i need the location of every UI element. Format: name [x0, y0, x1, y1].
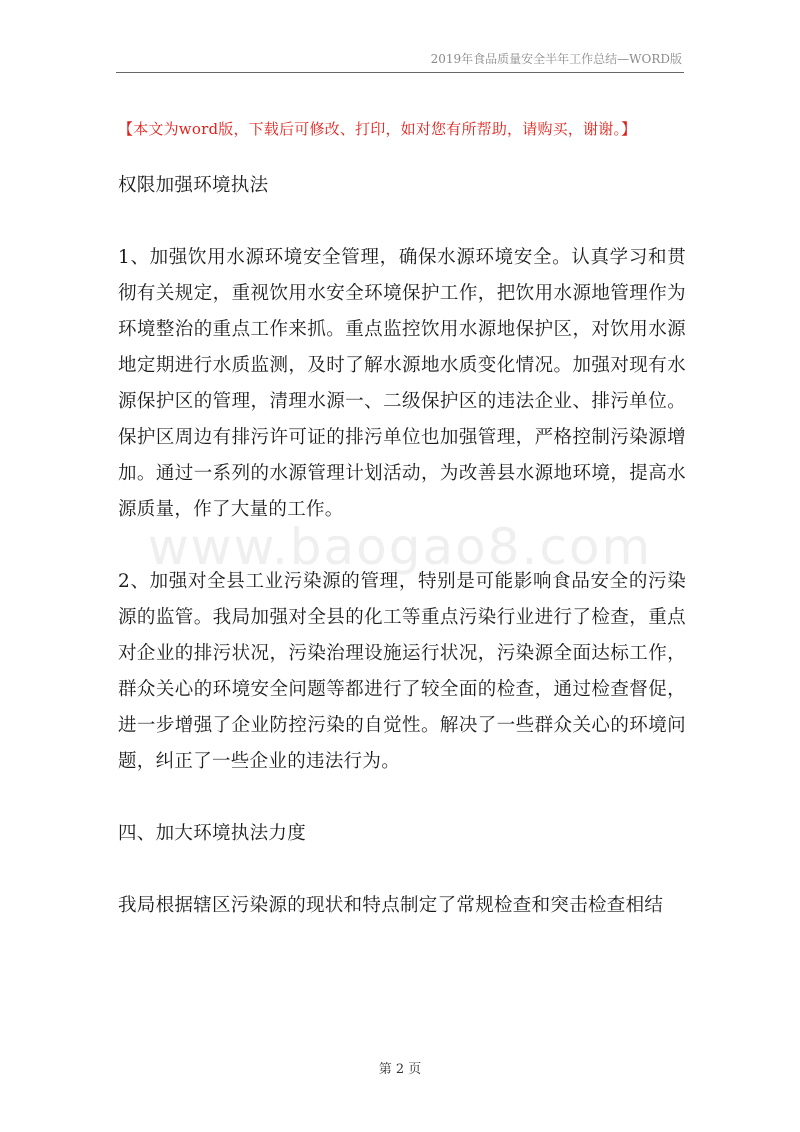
section-heading: 四、加大环境执法力度: [118, 823, 307, 844]
document-body: [118, 168, 686, 924]
paragraph: 我局根据辖区污染源的现状和特点制定了常规检查和突击检查相结: [118, 895, 664, 916]
paragraph-heading-1: 权限加强环境执法: [118, 175, 269, 196]
spacer: [118, 780, 686, 816]
paragraph: 2、加强对全县工业污染源的管理，特别是可能影响食品安全的污染源的监管。我局加强对全县的化工等重点污染行业进行了检查，重点对企业的排污状况，污染治理设施运行状况，污染源全面达标工作，群众关心的环境安全问题等都进行了较全面的检查，通过检查督促，进一步增强了企业防控污染的自觉性。解决了一些群众关心的环境问题，纠正了一些企业的违法行为。: [118, 571, 686, 772]
watermark: www.baogao8.com: [147, 518, 653, 576]
running-header: 2019年食品质量安全半年工作总结—WORD版: [430, 52, 682, 66]
header-divider: [116, 72, 684, 73]
page-number: 第 2 页: [378, 1062, 422, 1077]
spacer: [118, 204, 686, 240]
spacer: [118, 852, 686, 888]
paragraph: 1、加强饮用水源环境安全管理，确保水源环境安全。认真学习和贯彻有关规定，重视饮用水安全环境保护工作，把饮用水源地管理作为环境整治的重点工作来抓。重点监控饮用水源地保护区，对饮用水源地定期进行水质监测，及时了解水源地水质变化情况。加强对现有水源保护区的管理，清理水源一、二级保护区的违法企业、排污单位。保护区周边有排污许可证的排污单位也加强管理，严格控制污染源增加。通过一系列的水源管理计划活动，为改善县水源地环境，提高水源质量，作了大量的工作。: [118, 247, 686, 520]
spacer: [118, 528, 686, 564]
download-notice: 【本文为word版，下载后可修改、打印，如对您有所帮助，请购买，谢谢。】: [118, 120, 637, 138]
